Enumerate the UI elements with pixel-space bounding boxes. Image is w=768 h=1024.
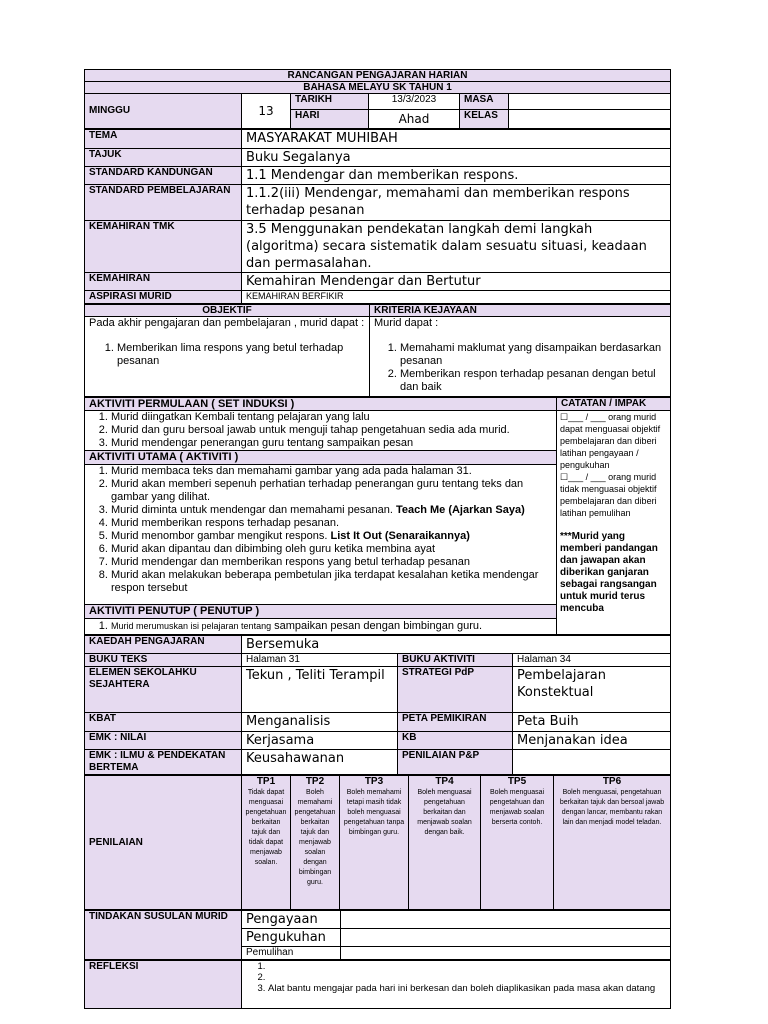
kb-label: KB [398,732,513,750]
tajuk-label: TAJUK [85,149,242,167]
objektif-label: OBJEKTIF [85,305,370,317]
tp3-desc: Boleh memahami tetapi masih tidak boleh menguasai pengetahuan tanpa bimbingan guru. [343,789,405,836]
minggu-label: MINGGU [85,94,242,129]
sk-label: STANDARD KANDUNGAN [85,167,242,185]
utama-item-bold: Teach Me (Ajarkan Saya) [395,504,525,516]
peta-value[interactable]: Peta Buih [513,713,671,732]
peta-label: PETA PEMIKIRAN [398,713,513,732]
page-title: RANCANGAN PENGAJARAN HARIAN [85,70,671,82]
refleksi-item [268,961,666,972]
tarikh-label: TARIKH [291,94,369,110]
kriteria-item: 1. Memahami maklumat yang disampaikan berdasarkan pesanan [400,342,666,368]
bukuaktiviti-label: BUKU AKTIVITI [398,654,513,667]
sp-label: STANDARD PEMBELAJARAN [85,185,242,221]
kbat-label: KBAT [85,713,242,732]
tp5-desc: Boleh menguasai pengetahuan dan menjawab soalan berserta contoh. [489,789,545,826]
strategi-value[interactable]: Pembelajaran Konstektual [513,667,671,713]
bukuteks-value[interactable]: Halaman 31 [242,654,398,667]
tp3-level: TP3 [364,776,384,787]
pemulihan-label: Pemulihan [242,947,341,960]
refleksi-label: REFLEKSI [85,961,242,1009]
kelas-value[interactable] [509,110,671,129]
kbat-value[interactable]: Menganalisis [242,713,398,732]
utama-item: 6. Murid akan dipantau dan dibimbing oleh guru ketika membina ayat [111,543,552,556]
kaedah-value[interactable]: Bersemuka [242,636,671,654]
elemen-label: ELEMEN SEKOLAHKU SEJAHTERA [85,667,242,713]
strategi-label: STRATEGI PdP [398,667,513,713]
catatan-cell[interactable] [557,411,671,635]
fields-table [84,129,671,304]
tindakan-label: TINDAKAN SUSULAN MURID [85,911,242,960]
tp4-cell[interactable] [409,776,481,910]
pengukuhan-label: Pengukuhan [242,929,341,947]
hari-label: HARI [291,110,369,129]
tp1-level: TP1 [256,776,276,787]
sk-value[interactable]: 1.1 Mendengar dan memberikan respons. [242,167,671,185]
utama-item-bold: List It Out (Senaraikannya) [330,530,470,542]
tindakan-table [84,910,671,960]
permulaan-item: 1. Murid diingatkan Kembali tentang pelajaran yang lalu [111,411,552,424]
ilmu-value[interactable]: Keusahawanan [242,750,398,775]
objektif-table [84,304,671,397]
penilaianpp-value[interactable] [513,750,671,775]
catatan-label: CATATAN / IMPAK [557,398,671,411]
penilaian-table [84,775,671,910]
kemahiran-value[interactable]: Kemahiran Mendengar dan Bertutur [242,273,671,291]
tp2-cell[interactable] [291,776,340,910]
masa-value[interactable] [509,94,671,110]
tp1-cell[interactable] [242,776,291,910]
penilaian-label: PENILAIAN [85,776,242,910]
permulaan-item: 3. Murid mendengar penerangan guru tentang sampaikan pesan [111,437,552,450]
header-table [84,69,671,129]
refleksi-table [84,960,671,1009]
permulaan-item: 2. Murid dan guru bersoal jawab untuk menguji tahap pengetahuan sedia ada murid. [111,424,552,437]
kriteria-intro: Murid dapat : [374,317,439,329]
aspirasi-label: ASPIRASI MURID [85,291,242,304]
refleksi-cell[interactable] [242,961,671,1009]
pengayaan-field[interactable] [341,911,671,929]
tp2-level: TP2 [305,776,325,787]
refleksi-item: 3. Alat bantu mengajar pada hari ini berkesan dan boleh diaplikasikan pada masa akan datang [268,983,666,994]
utama-item: 2. Murid akan memberi sepenuh perhatian terhadap penerangan guru tentang teks dan gambar yang dilihat. [111,478,552,504]
kemahiran-label: KEMAHIRAN [85,273,242,291]
pemulihan-field[interactable] [341,947,671,960]
tema-value[interactable]: MASYARAKAT MUHIBAH [242,130,671,149]
catatan-line2: ☐___ / ___ orang murid tidak menguasai objektif pembelajaran dan diberi latihan pemulihan [560,472,657,518]
objektif-item: 1. Memberikan lima respons yang betul terhadap pesanan [117,342,365,368]
penutup-item: 1. Murid merumuskan isi pelajaran tentang sampaikan pesan dengan bimbingan guru. [111,619,552,634]
utama-item: 5. Murid menombor gambar mengikut respons. List It Out (Senaraikannya) [111,530,552,543]
tp6-cell[interactable] [554,776,671,910]
kb-value[interactable]: Menjanakan idea [513,732,671,750]
tp4-level: TP4 [435,776,454,787]
tp4-desc: Boleh menguasai pengetahuan berkaitan dan menjawab soalan dengan baik. [417,789,472,836]
catatan-line1: ☐___ / ___ orang murid dapat menguasai objektif pembelajaran dan diberi latihan pengayaan / pengukuhan [560,412,661,470]
objektif-cell[interactable] [85,317,370,397]
elemen-value[interactable]: Tekun , Teliti Terampil [242,667,398,713]
tp6-level: TP6 [602,776,622,787]
tp6-desc: Boleh menguasai, pengetahuan berkaitan tajuk dan bersoal jawab dengan lancar, membantu rakan lain dan menjadi model teladan. [559,789,665,826]
kriteria-cell[interactable] [370,317,671,397]
tp2-desc: Boleh memahami pengetahuan berkaitan tajuk dan menjawab soalan dengan bimbingan guru. [294,789,336,886]
kriteria-label: KRITERIA KEJAYAAN [370,305,671,317]
page-subtitle: BAHASA MELAYU SK TAHUN 1 [85,82,671,94]
utama-item: 4. Murid memberikan respons terhadap pesanan. [111,517,552,530]
permulaan-label: AKTIVITI PERMULAAN ( SET INDUKSI ) [85,398,557,411]
utama-label: AKTIVITI UTAMA ( AKTIVITI ) [85,450,556,465]
utama-item: 8. Murid akan melakukan beberapa pembetulan jika terdapat kesalahan ketika mendengar respon tersebut [111,569,552,595]
objektif-intro: Pada akhir pengajaran dan pembelajaran , murid dapat : [89,317,365,329]
utama-item: 3. Murid diminta untuk mendengar dan memahami pesanan. Teach Me (Ajarkan Saya) [111,504,552,517]
kriteria-item: 2. Memberikan respon terhadap pesanan dengan betul dan baik [400,368,666,394]
tmk-value[interactable]: 3.5 Menggunakan pendekatan langkah demi langkah (algoritma) secara sistematik dalam sesuatu situasi, keadaan dan permasalahan. [242,221,671,273]
hari-value[interactable]: Ahad [369,110,460,129]
refleksi-item [268,972,666,983]
pengayaan-label: Pengayaan [242,911,341,929]
minggu-value[interactable]: 13 [242,94,291,129]
ilmu-label: EMK : ILMU & PENDEKATAN BERTEMA [85,750,242,775]
pengukuhan-field[interactable] [341,929,671,947]
penutup-label: AKTIVITI PENUTUP ( PENUTUP ) [85,604,556,619]
tmk-label: KEMAHIRAN TMK [85,221,242,273]
tarikh-value[interactable]: 13/3/2023 [369,94,460,110]
tp3-cell[interactable] [340,776,409,910]
bukuteks-label: BUKU TEKS [85,654,242,667]
penilaianpp-label: PENILAIAN P&P [398,750,513,775]
activities-cell[interactable] [85,411,557,635]
kaedah-label: KAEDAH PENGAJARAN [85,636,242,654]
utama-item: 1. Murid membaca teks dan memahami gambar yang ada pada halaman 31. [111,465,552,478]
masa-label: MASA [460,94,509,110]
lesson-plan-sheet [84,69,670,1009]
tp5-level: TP5 [507,776,527,787]
nilai-label: EMK : NILAI [85,732,242,750]
activities-table [84,397,671,635]
bottom-table [84,635,671,775]
tema-label: TEMA [85,130,242,149]
utama-item: 7. Murid mendengar dan memberikan respons yang betul terhadap pesanan [111,556,552,569]
kelas-label: KELAS [460,110,509,129]
aspirasi-value[interactable]: KEMAHIRAN BERFIKIR [242,291,671,304]
sp-value[interactable]: 1.1.2(iii) Mendengar, memahami dan memberikan respons terhadap pesanan [242,185,671,221]
tp1-desc: Tidak dapat menguasai pengetahuan berkaitan tajuk dan tidak dapat menjawab soalan. [245,789,287,866]
catatan-note: ***Murid yang memberi pandangan dan jawapan akan diberikan ganjaran sebagai rangsangan untuk murid terus mencuba [560,531,658,614]
tp5-cell[interactable] [481,776,554,910]
nilai-value[interactable]: Kerjasama [242,732,398,750]
tajuk-value[interactable]: Buku Segalanya [242,149,671,167]
bukuaktiviti-value[interactable]: Halaman 34 [513,654,671,667]
